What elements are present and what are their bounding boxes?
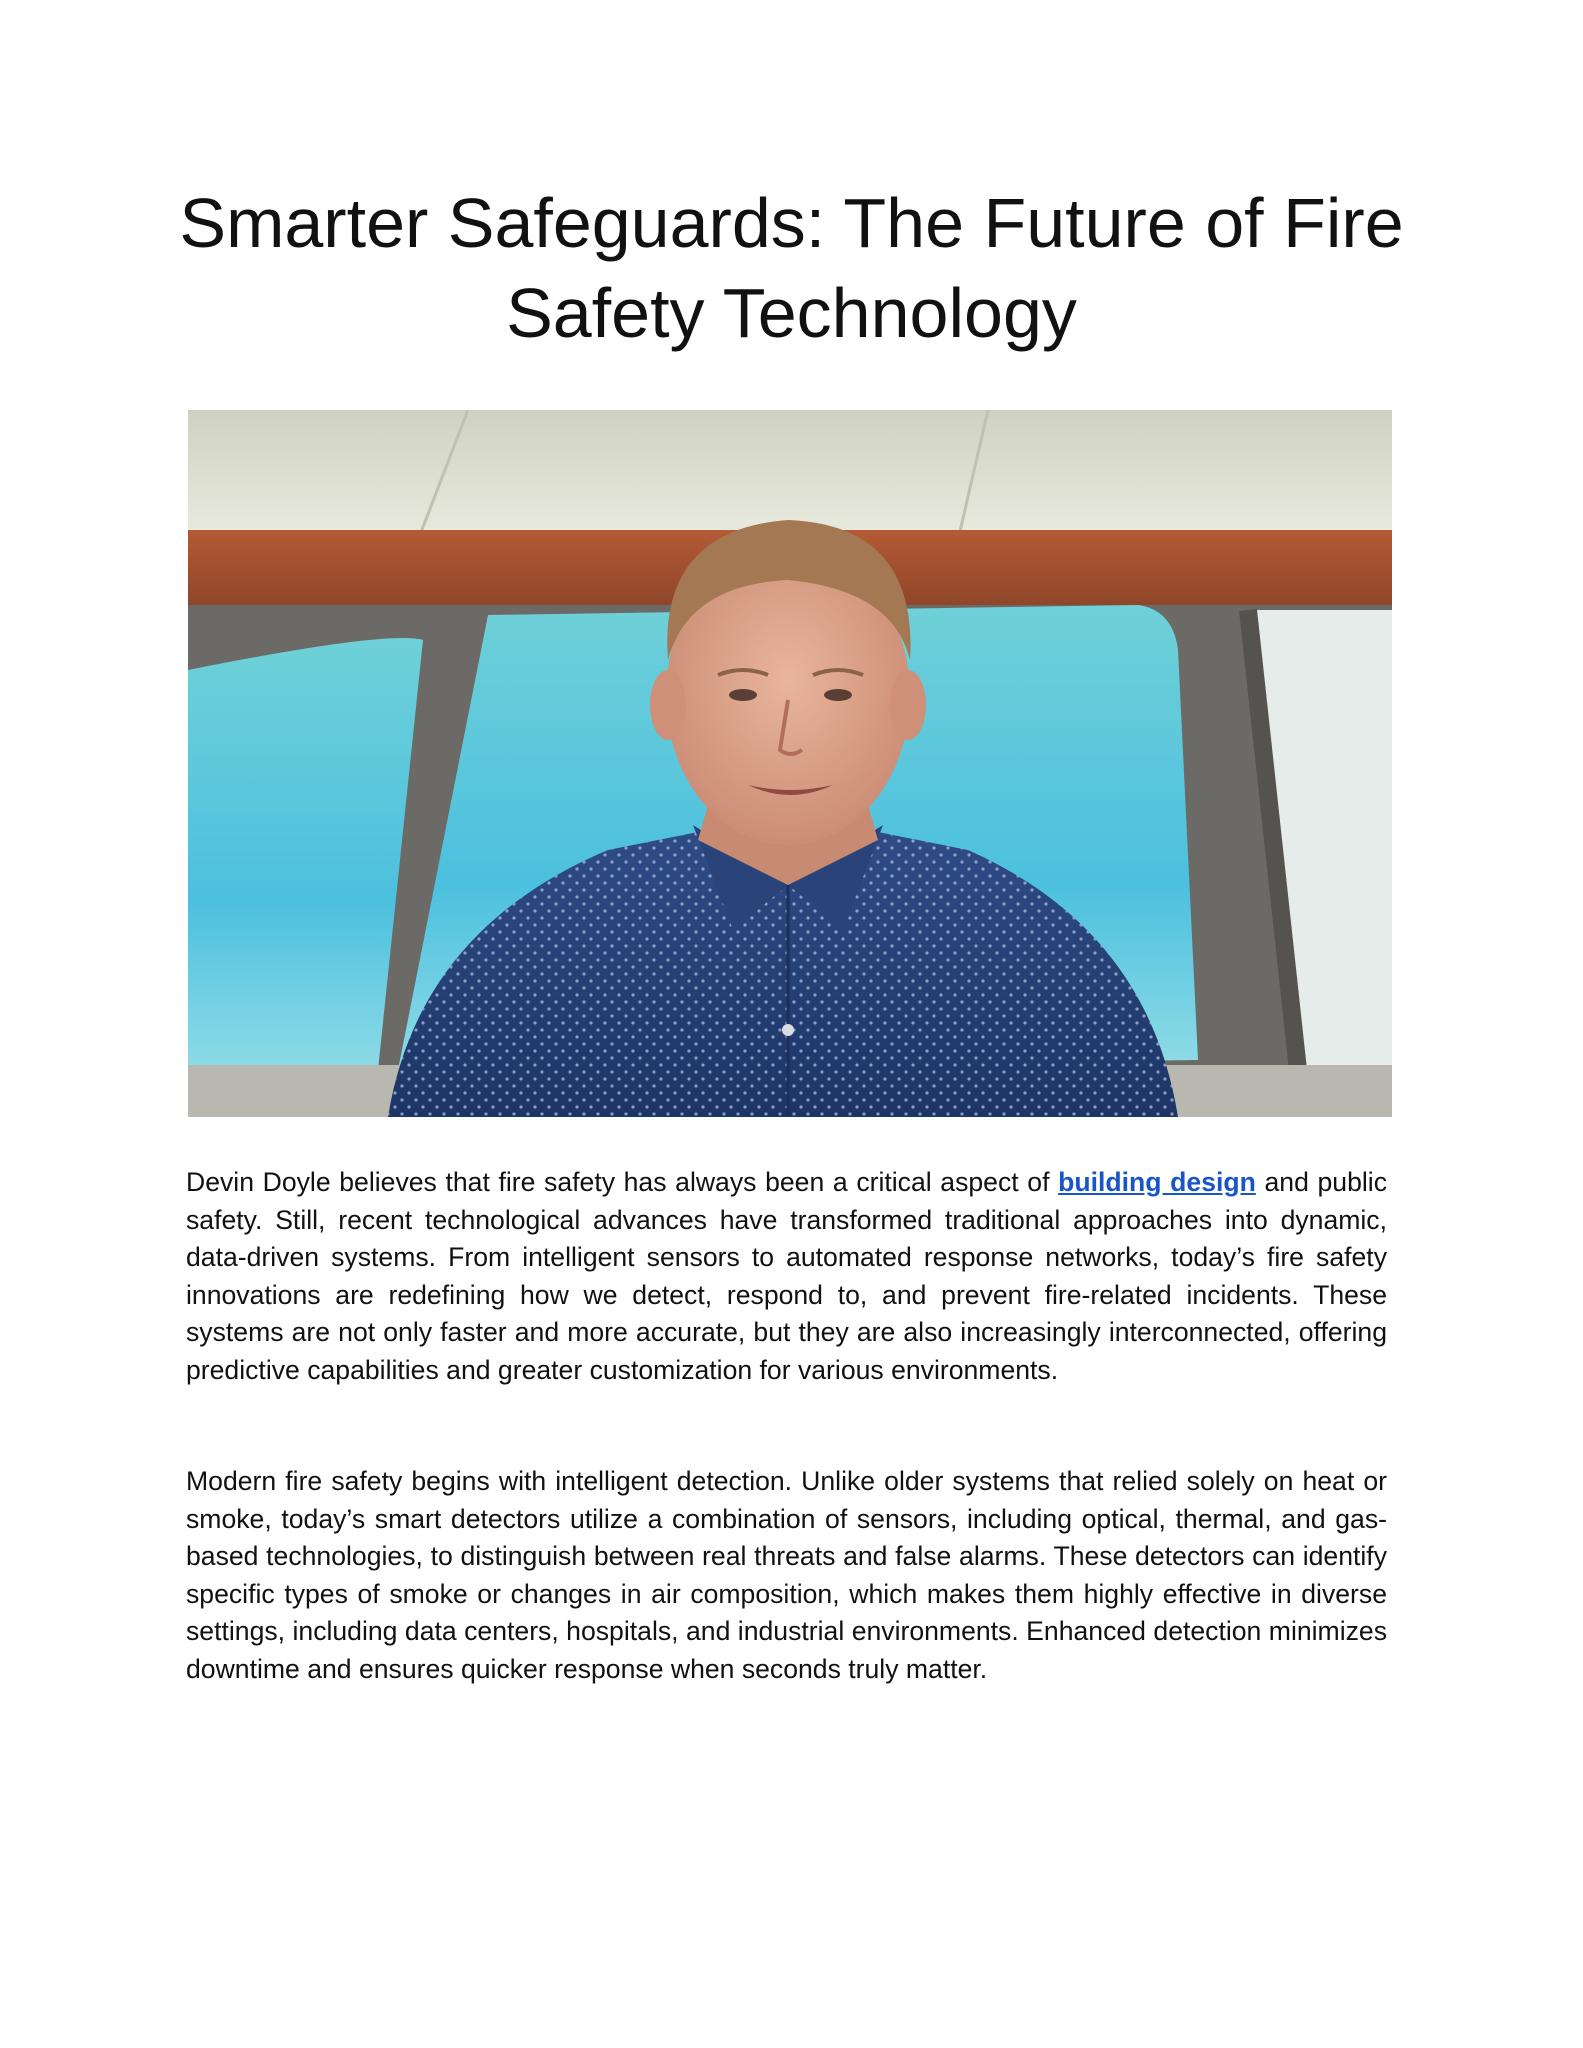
intro-paragraph: [186, 1164, 1387, 1389]
hero-image: [188, 410, 1392, 1117]
building-design-link[interactable]: building design: [1058, 1167, 1256, 1197]
intro-text-end: and public safety. Still, recent technological advances have transformed traditional approaches into dynamic, data-driven systems. From intelligent sensors to automated response networks, today’s fire safety innovations are redefining how we detect, respond to, and prevent fire-related incidents. These systems are not only faster and more accurate, but they are also increasingly interconnected, offering predictive capabilities and greater customization for various environments.: [186, 1167, 1387, 1385]
page-title: Smarter Safeguards: The Future of Fire Safety Technology: [179, 184, 1404, 352]
photo-of-man-in-blue-shirt-on-boat-icon: [188, 410, 1392, 1117]
detection-paragraph: Modern fire safety begins with intelligent detection. Unlike older systems that relied solely on heat or smoke, today’s smart detectors utilize a combination of sensors, including optical, thermal, and gas-based technologies, to distinguish between real threats and false alarms. These detectors can identify specific types of smoke or changes in air composition, which makes them highly effective in diverse settings, including data centers, hospitals, and industrial environments. Enhanced detection minimizes downtime and ensures quicker response when seconds truly matter.: [186, 1466, 1387, 1684]
intro-text-start: Devin Doyle believes that fire safety has always been a critical aspect of: [186, 1167, 1059, 1197]
